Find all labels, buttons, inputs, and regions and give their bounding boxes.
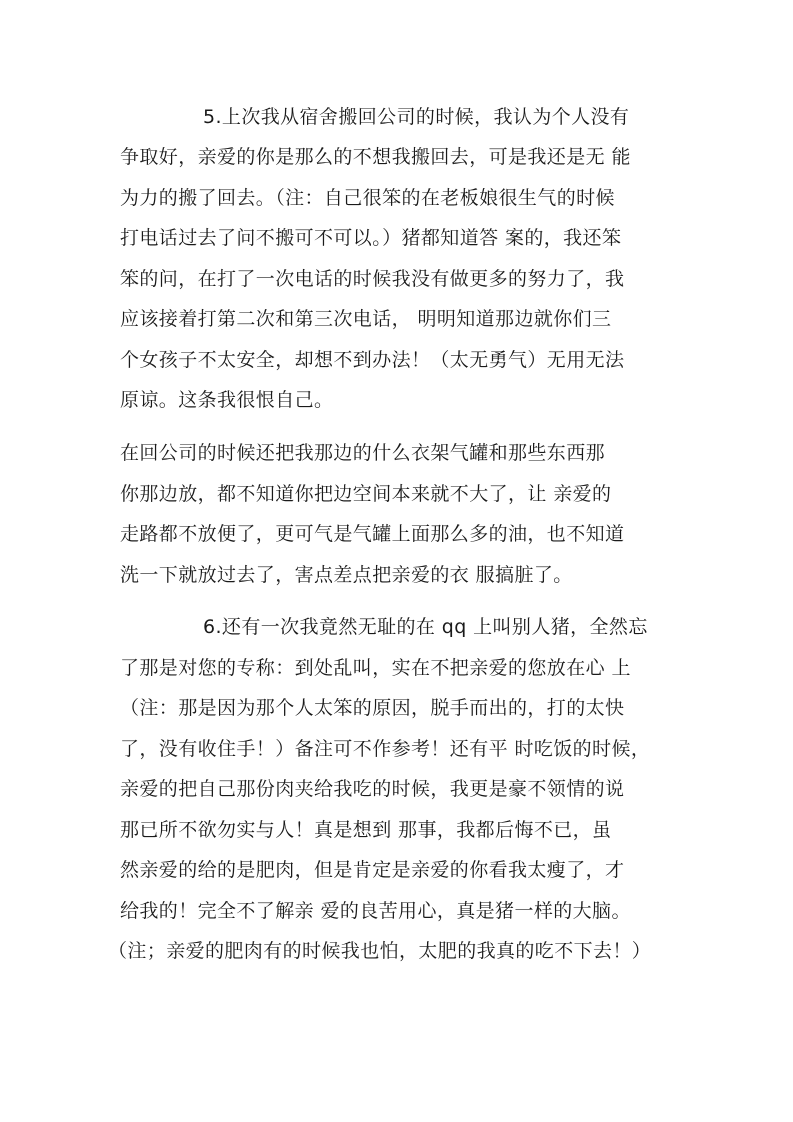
text-line: 了，没有收住手！）备注可不作参考！还有平 时吃饭的时候， [120,738,651,760]
text-line: 争取好，亲爱的你是那么的不想我搬回去，可是我还是无 能 [120,146,631,168]
text-line: 然亲爱的给的是肥肉，但是肯定是亲爱的你看我太瘦了，才 [120,859,625,881]
text-line: 打电话过去了问不搬可不可以。）猪都知道答 案的，我还笨 [120,227,622,249]
text-line: 个女孩子不太安全，却想不到办法！（太无勇气）无用无法 [120,349,625,371]
text-line: 那已所不欲勿实与人！真是想到 那事，我都后悔不已，虽 [120,819,612,841]
text-line: 亲爱的把自己那份肉夹给我吃的时候，我更是豪不领情的说 [120,778,625,800]
text-line: 走路都不放便了，更可气是气罐上面那么多的油，也不知道 [120,523,625,545]
text-line: 给我的！完全不了解亲 爱的良苦用心，真是猪一样的大脑。 [120,900,631,922]
text-line: 你那边放，都不知道你把边空间本来就不大了，让 亲爱的 [120,483,612,505]
text-line: 应该接着打第二次和第三次电话， 明明知道那边就你们三 [120,308,612,330]
text-line: 了那是对您的专称：到处乱叫，实在不把亲爱的您放在心 上 [120,657,631,679]
text-line: 在回公司的时候还把我那边的什么衣架气罐和那些东西那 [120,442,606,464]
text-line: 5.上次我从宿舍搬回公司的时候，我认为个人没有 [203,106,630,128]
text-line: （注：那是因为那个人太笨的原因，脱手而出的，打的太快 [120,697,625,719]
text-line: 洗一下就放过去了，害点差点把亲爱的衣 服搞脏了。 [120,564,573,586]
text-line: 原谅。这条我很恨自己。 [120,389,334,411]
text-line: 6.还有一次我竟然无耻的在 qq 上叫别人猪，全然忘 [203,616,648,638]
text-line: （注；亲爱的肥肉有的时候我也怕，太肥的我真的吃不下去！） [108,940,652,962]
text-line: 笨的问，在打了一次电话的时候我没有做更多的努力了，我 [120,268,625,290]
text-line: 为力的搬了回去。（注：自己很笨的在老板娘很生气的时候 [120,187,615,209]
